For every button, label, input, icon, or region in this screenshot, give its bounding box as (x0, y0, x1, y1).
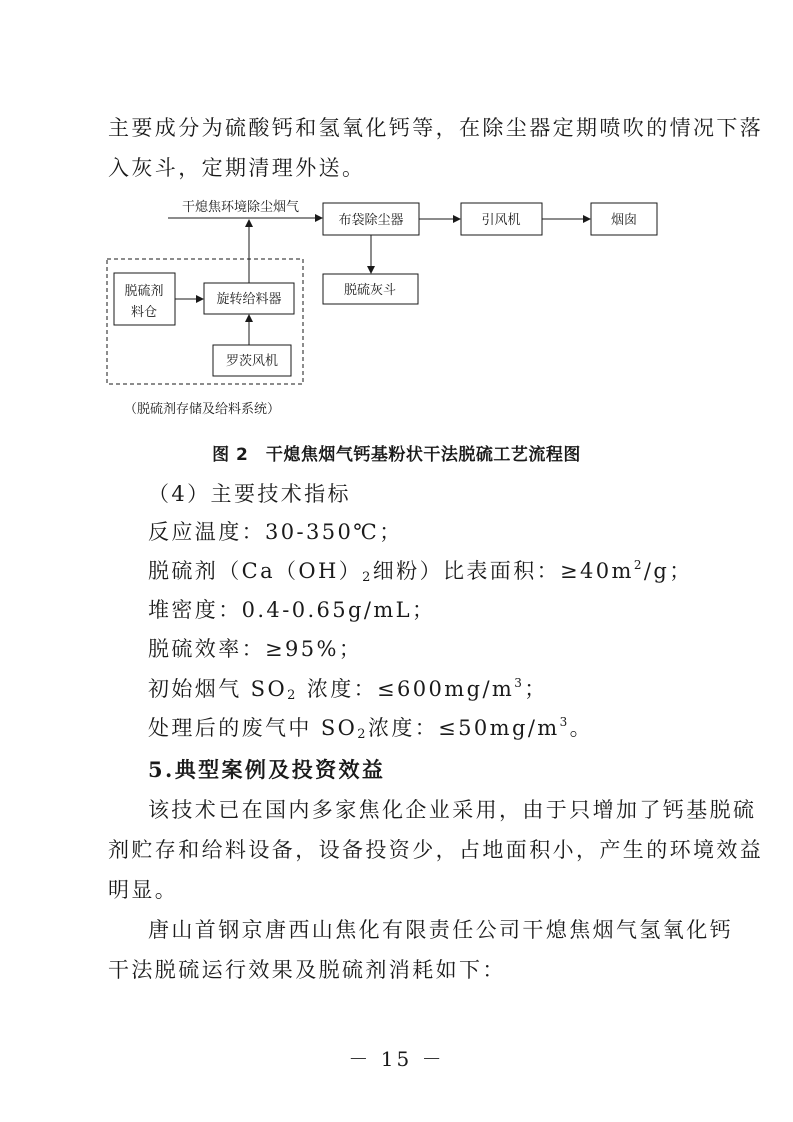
rotary-feeder-label: 旋转给料器 (216, 292, 282, 307)
induced-fan-box (461, 203, 542, 235)
ash-hopper-label: 脱硫灰斗 (343, 283, 397, 298)
case-paragraph-1-line-2: 剂贮存和给料设备，设备投资少，占地面积小，产生的环境效益 (108, 838, 764, 862)
case-paragraph-1-line-1: 该技术已在国内多家焦化企业采用，由于只增加了钙基脱硫 (148, 798, 757, 822)
reaction-temperature: 反应温度：30-350℃； (148, 520, 403, 544)
system-label: （脱硫剂存储及给料系统） (124, 402, 281, 417)
roots-blower-box (213, 345, 291, 376)
specific-surface-area: 脱硫剂（$Ca(OH)_2$细粉）比表面积：$\ge 40m^2/g$； (148, 558, 693, 585)
intro-line-2: 入灰斗，定期清理外送。 (108, 156, 366, 180)
inlet-gas-label: 干熄焦环境除尘烟气 (182, 200, 300, 215)
process-flow-diagram (0, 0, 793, 440)
ash-hopper-box (323, 274, 418, 304)
page-number: － 15 － (348, 1047, 445, 1071)
bag-filter-box (323, 203, 419, 235)
silo-label-line-1: 脱硫剂 (124, 284, 164, 299)
case-paragraph-1-line-3: 明显。 (108, 878, 179, 902)
intro-line-1: 主要成分为硫酸钙和氢氧化钙等，在除尘器定期喷吹的情况下落 (108, 116, 764, 140)
chimney-box (591, 203, 657, 235)
induced-fan-label: 引风机 (481, 213, 521, 228)
silo-box (114, 273, 175, 325)
treated-so2-concentration: 处理后的废气中 $SO_2$浓度：$\le 50mg/m^3$。 (148, 715, 594, 742)
silo-label-line-2: 料仓 (130, 305, 158, 320)
case-paragraph-2-line-2: 干法脱硫运行效果及脱硫剂消耗如下： (108, 958, 506, 982)
desulfurization-efficiency: 脱硫效率：≥95%； (148, 637, 363, 661)
initial-so2-concentration: 初始烟气 $SO_2$ 浓度：$\le 600mg/m^3$； (148, 676, 548, 703)
section-4-title: （4）主要技术指标 (148, 482, 351, 506)
case-paragraph-2-line-1: 唐山首钢京唐西山焦化有限责任公司干熄焦烟气氢氧化钙 (148, 918, 733, 942)
bag-filter-label: 布袋除尘器 (338, 213, 404, 228)
roots-blower-label: 罗茨风机 (225, 354, 279, 369)
chimney-label: 烟囱 (610, 213, 638, 228)
section-5-title: 5.典型案例及投资效益 (148, 757, 386, 782)
figure-caption: 图 2 干熄焦烟气钙基粉状干法脱硫工艺流程图 (212, 445, 581, 465)
bulk-density: 堆密度：0.4-0.65g/mL； (148, 598, 436, 622)
rotary-feeder-box (204, 283, 294, 314)
